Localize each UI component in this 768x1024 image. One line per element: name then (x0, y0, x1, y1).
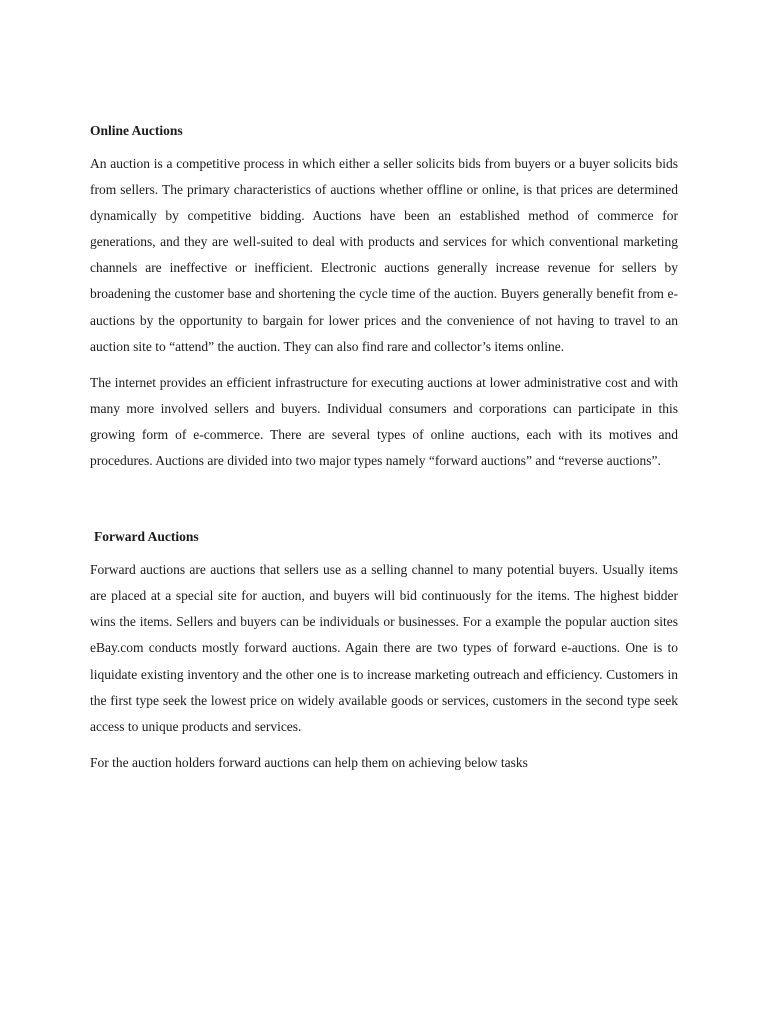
section-heading-online-auctions: Online Auctions (90, 123, 183, 138)
paragraph-auction-definition: An auction is a competitive process in which either a seller solicits bids from buyers or a buyer solicits bids from sellers. The primary characteristics of auctions whether offline or online, is that prices are determined dynamically by competitive bidding. Auctions have been an established method of commerce for generations, and they are well-suited to deal with products and services for which conventional marketing channels are ineffective or inefficient. Electronic auctions generally increase revenue for sellers by broadening the customer base and shortening the cycle time of the auction. Buyers generally benefit from e-auctions by the opportunity to bargain for lower prices and the convenience of not having to travel to an auction site to “attend” the auction. They can also find rare and collector’s items online. (90, 156, 678, 354)
paragraph-forward-auctions-description: Forward auctions are auctions that sellers use as a selling channel to many potential buyers. Usually items are placed at a special site for auction, and buyers will bid continuously for the items. The highest bidder wins the items. Sellers and buyers can be individuals or businesses. For a example the popular auction sites eBay.com conducts mostly forward auctions. Again there are two types of forward e-auctions. One is to liquidate existing inventory and the other one is to increase marketing outreach and efficiency. Customers in the first type seek the lowest price on widely available goods or services, customers in the second type seek access to unique products and services. (90, 562, 678, 734)
document-page (90, 122, 678, 786)
paragraph-internet-infrastructure: The internet provides an efficient infrastructure for executing auctions at lower administrative cost and with many more involved sellers and buyers. Individual consumers and corporations can participate in this growing form of e-commerce. There are several types of online auctions, each with its motives and procedures. Auctions are divided into two major types namely “forward auctions” and “reverse auctions”. (90, 374, 678, 469)
section-heading-forward-auctions: Forward Auctions (94, 529, 199, 545)
section-spacer (90, 484, 678, 528)
paragraph-auction-holders-tasks: For the auction holders forward auctions can help them on achieving below tasks (90, 754, 528, 770)
